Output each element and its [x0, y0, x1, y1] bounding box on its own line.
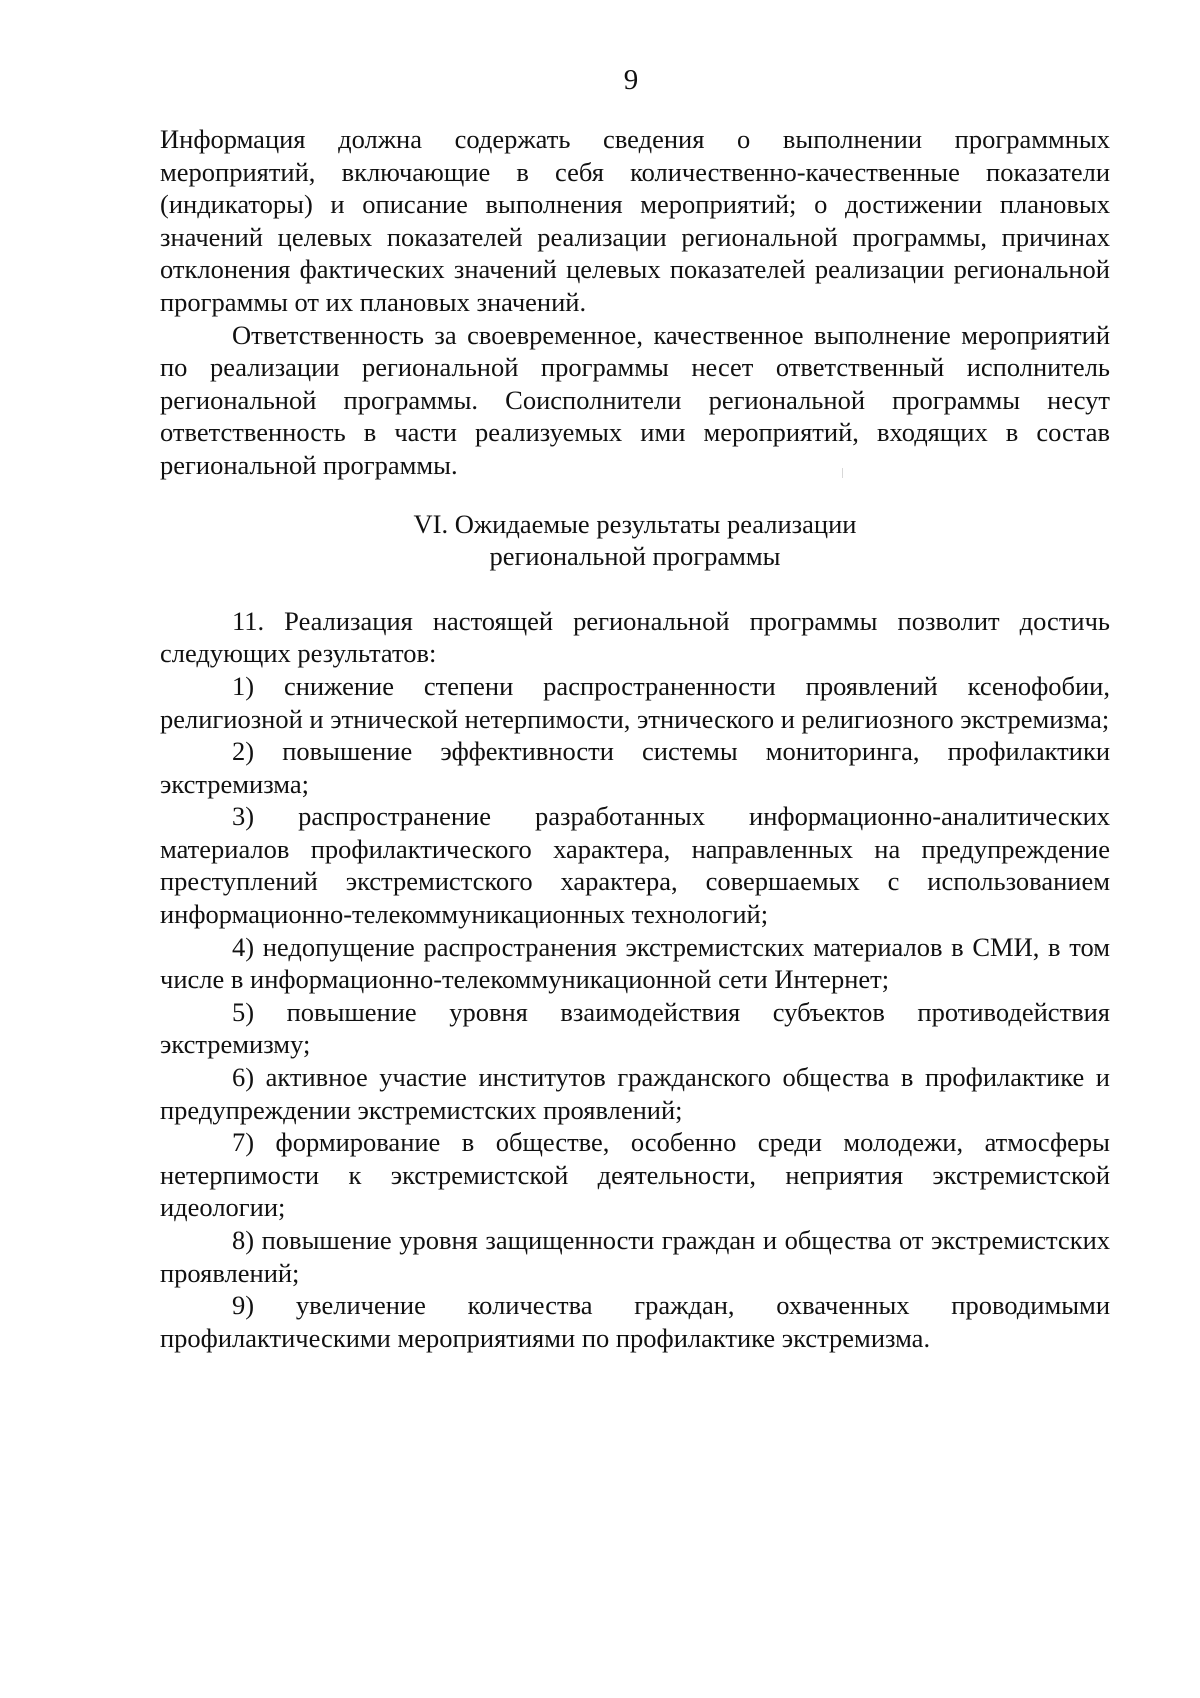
section-heading-line-1: VI. Ожидаемые результаты реализации — [413, 508, 857, 539]
result-item-2: 2) повышение эффективности системы мониторинга, профилактики экстремизма; — [160, 736, 1110, 799]
paragraph-information-requirements: Информация должна содержать сведения о выполнении программных мероприятий, включающие в себя количественно-качественные показатели (индикаторы) и описание выполнения мероприятий; о достижении плановых значений целевых показателей реализации региональной программы, причинах отклонения фактических значений целевых показателей реализации региональной программы от их плановых значений. — [160, 124, 1110, 317]
section-heading — [160, 508, 1110, 573]
result-item-1: 1) снижение степени распространенности проявлений ксенофобии, религиозной и этнической нетерпимости, этнического и религиозного экстремизма; — [160, 670, 1110, 734]
result-item-7: 7) формирование в обществе, особенно среди молодежи, атмосферы нетерпимости к экстремистской деятельности, неприятия экстремистской идеологии; — [160, 1127, 1110, 1223]
section-heading-line-2: региональной программы — [489, 541, 781, 572]
document-body — [160, 123, 1110, 1354]
result-item-9: 9) увеличение количества граждан, охваченных проводимыми профилактическими мероприятиями по профилактике экстремизма. — [160, 1290, 1110, 1353]
paragraph-responsibility: Ответственность за своевременное, качественное выполнение мероприятий по реализации региональной программы несет ответственный исполнитель региональной программы. Соисполнители региональной программы несут ответственность в части реализуемых ими мероприятий, входящих в состав региональной программы. — [160, 319, 1110, 480]
paragraph-intro-11: 11. Реализация настоящей региональной программы позволит достичь следующих результатов: — [160, 605, 1110, 669]
scan-artifact-mark — [842, 468, 843, 478]
page-number: 9 — [623, 64, 639, 96]
result-item-3: 3) распространение разработанных информационно-аналитических материалов профилактического характера, направленных на предупреждение преступлений экстремистского характера, совершаемых с использованием информационно-телекоммуникационных технологий; — [160, 801, 1110, 930]
result-item-8: 8) повышение уровня защищенности граждан и общества от экстремистских проявлений; — [160, 1225, 1110, 1288]
result-item-6: 6) активное участие институтов гражданского общества в профилактике и предупреждении экстремистских проявлений; — [160, 1062, 1110, 1125]
result-item-5: 5) повышение уровня взаимодействия субъектов противодействия экстремизму; — [160, 996, 1110, 1060]
result-item-4: 4) недопущение распространения экстремистских материалов в СМИ, в том числе в информационно-телекоммуникационной сети Интернет; — [160, 931, 1110, 995]
